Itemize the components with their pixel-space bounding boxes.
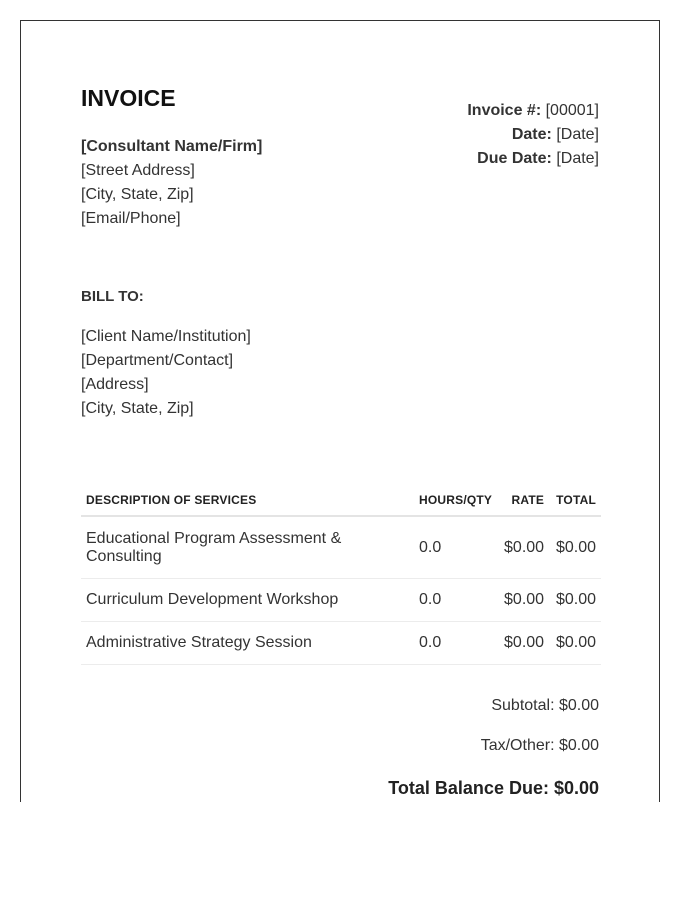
tax-other: Tax/Other: $0.00 [480,737,599,754]
column-header-total: TOTAL [549,485,601,516]
invoice-date-line [467,123,599,147]
row-description: Curriculum Development Workshop [81,579,414,622]
consultant-info [81,135,262,231]
total-balance-due: Total Balance Due: $0.00 [388,778,599,798]
due-date-line [467,147,599,171]
row-qty: 0.0 [414,516,497,579]
invoice-date-label: Date: [511,126,552,143]
invoice-number-line [467,99,599,123]
row-rate: $0.00 [497,579,549,622]
row-description: Educational Program Assessment & Consulting [81,516,414,579]
invoice-page [20,20,660,802]
row-rate: $0.00 [497,622,549,665]
services-table [81,485,601,665]
invoice-number-label: Invoice #: [467,102,542,119]
due-date-label: Due Date: [477,150,552,167]
subtotal: Subtotal: $0.00 [491,697,599,714]
row-description: Administrative Strategy Session [81,622,414,665]
due-date-value: [Date] [556,150,599,167]
table-row [81,622,601,665]
consultant-name: [Consultant Name/Firm] [81,138,263,155]
row-total: $0.00 [549,579,601,622]
table-header-row [81,485,601,516]
column-header-rate: RATE [497,485,549,516]
row-qty: 0.0 [414,622,497,665]
column-header-qty: HOURS/QTY [414,485,497,516]
consultant-city: [City, State, Zip] [81,186,194,203]
column-header-description: DESCRIPTION OF SERVICES [81,485,414,516]
invoice-date-value: [Date] [556,126,599,143]
invoice-number-value: [00001] [545,102,599,119]
row-total: $0.00 [549,516,601,579]
table-row [81,516,601,579]
consultant-street: [Street Address] [81,162,195,179]
bill-to-info [81,325,251,421]
invoice-title: INVOICE [81,85,176,111]
consultant-contact: [Email/Phone] [81,210,181,227]
client-address: [Address] [81,376,149,393]
bill-to-heading: BILL TO: [81,288,144,305]
row-rate: $0.00 [497,516,549,579]
client-city: [City, State, Zip] [81,400,194,417]
row-total: $0.00 [549,622,601,665]
invoice-meta [467,99,599,171]
client-name: [Client Name/Institution] [81,328,251,345]
row-qty: 0.0 [414,579,497,622]
table-row [81,579,601,622]
client-department: [Department/Contact] [81,352,234,369]
